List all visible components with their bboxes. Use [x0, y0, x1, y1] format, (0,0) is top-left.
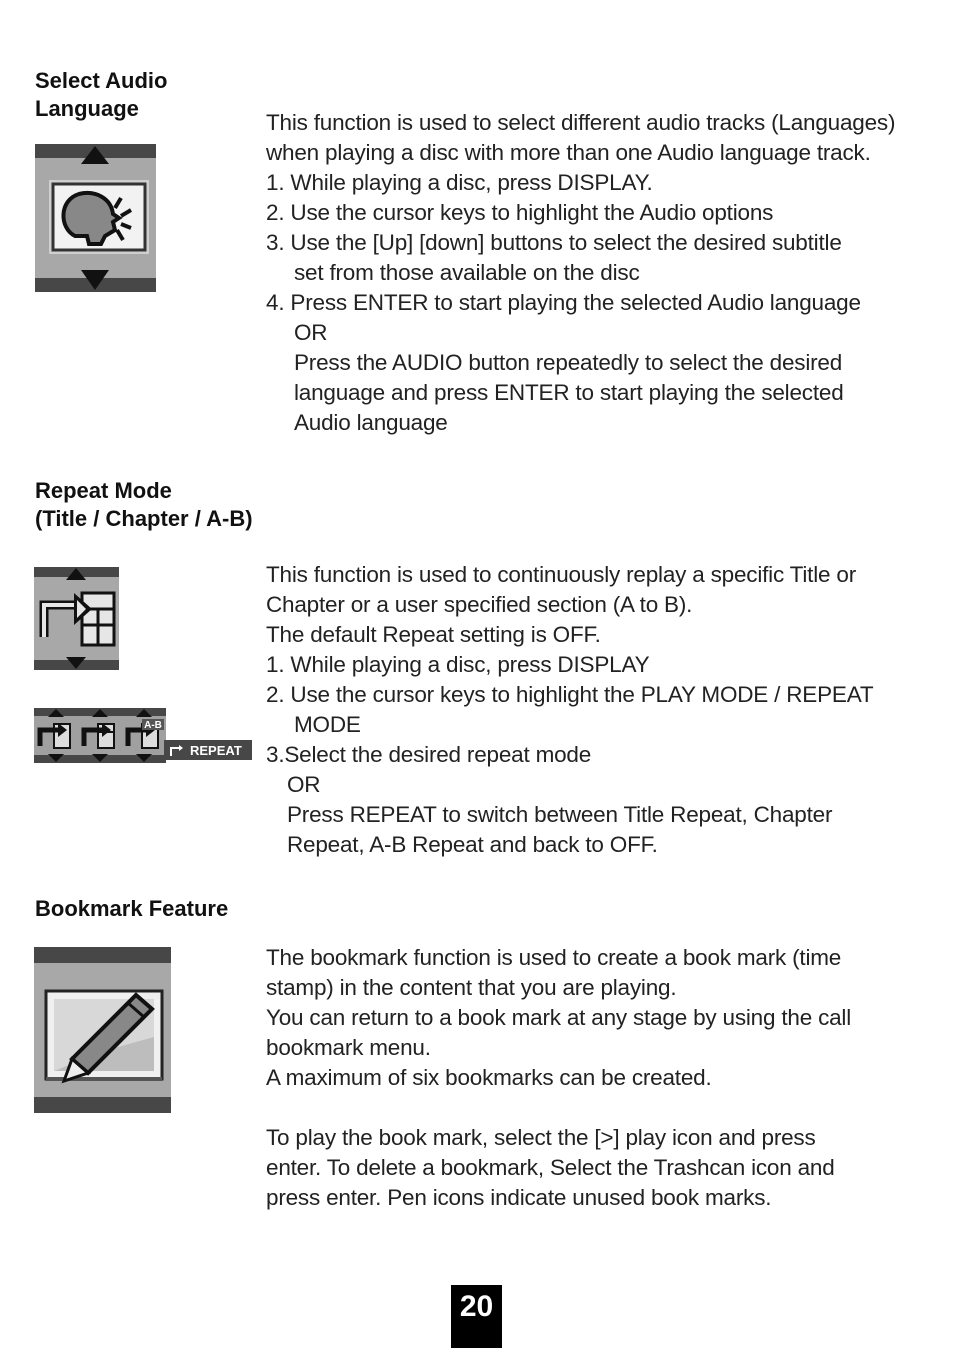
- audio-heading: Select Audio Language: [35, 68, 168, 121]
- audio-body: This function is used to select different audio tracks (Languages) when playing a disc with more than one Audio language track. 1. While playing a disc, press DISPLAY. 2. Use the cursor keys to highlight the Audio options 3. Use the [Up] [down] buttons to select the desired subtitle set from those available on the disc 4. Press ENTER to start playing the selected Audio language OR Press the AUDIO button repeatedly to select the desired language and press ENTER to start playing the selected Audio language: [266, 110, 896, 435]
- bookmark-pen-icon: [34, 947, 171, 1113]
- bookmark-body: The bookmark function is used to create a book mark (time stamp) in the content that you are playing. You can return to a book mark at any stage by using the call bookmark menu. A maximum of six bookmarks can be created. To play the book mark, select the [>] play icon and press enter. To delete a bookmark, Select the Trashcan icon and press enter. Pen icons indicate unused book marks.: [266, 945, 852, 1210]
- repeat-heading: Repeat Mode (Title / Chapter / A-B): [35, 478, 253, 531]
- ab-label: A-B: [144, 720, 162, 731]
- page-number: 20: [451, 1285, 502, 1348]
- repeat-body: This function is used to continuously replay a specific Title or Chapter or a user specified section (A to B). The default Repeat setting is OFF. 1. While playing a disc, press DISPLAY 2. Use the cursor keys to highlight the PLAY MODE / REPEAT MODE 3.Select the desired repeat mode OR Press REPEAT to switch between Title Repeat, Chapter Repeat, A-B Repeat and back to OFF.: [266, 562, 874, 857]
- repeat-label: REPEAT: [190, 743, 242, 758]
- bookmark-heading: Bookmark Feature: [35, 896, 229, 921]
- audio-language-icon: [35, 144, 156, 292]
- repeat-options-strip-icon: [34, 708, 254, 763]
- repeat-mode-icon: [34, 567, 119, 670]
